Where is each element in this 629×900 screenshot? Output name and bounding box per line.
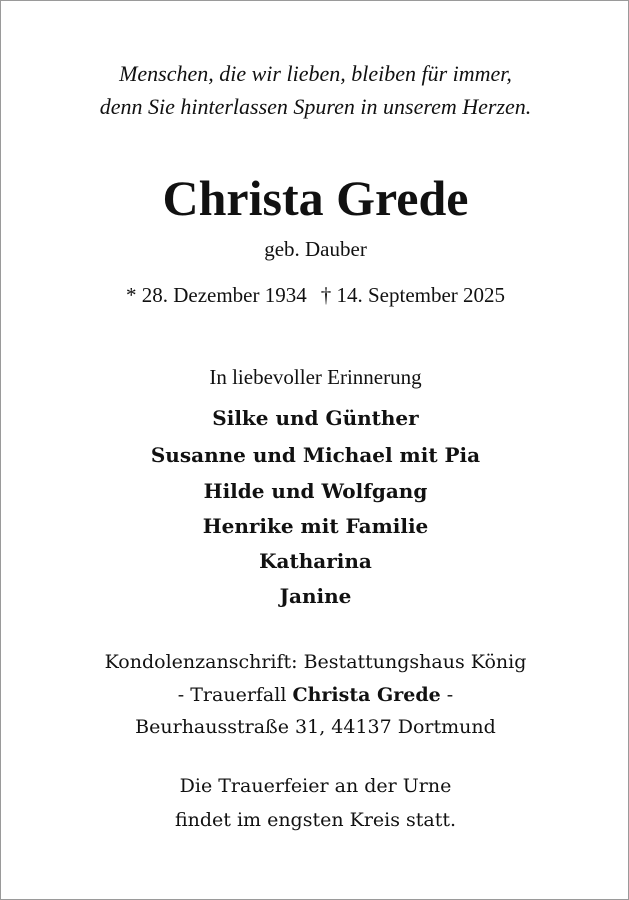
life-dates xyxy=(1,283,629,308)
mourner-name: Katharina xyxy=(259,549,372,573)
mourner-name: Hilde und Wolfgang xyxy=(203,479,428,503)
death-date: † 14. September 2025 xyxy=(320,283,506,307)
mourner-name: Janine xyxy=(279,584,352,608)
deceased-name: Christa Grede xyxy=(162,170,469,226)
motto-line-2: denn Sie hinterlassen Spuren in unserem Herzen. xyxy=(99,94,532,119)
motto-line-1: Menschen, die wir lieben, bleiben für immer, xyxy=(119,61,512,86)
condolence-address-line-1: Kondolenzanschrift: Bestattungshaus König xyxy=(104,651,527,673)
birth-name: geb. Dauber xyxy=(264,237,367,261)
mourner-name: Susanne und Michael mit Pia xyxy=(150,443,481,467)
condolence-prefix: - Trauerfall xyxy=(177,684,293,706)
mourner-name: Henrike mit Familie xyxy=(202,514,429,538)
remembrance-intro: In liebevoller Erinnerung xyxy=(209,365,422,389)
condolence-deceased-name: Christa Grede xyxy=(292,684,441,706)
condolence-address-line-3: Beurhausstraße 31, 44137 Dortmund xyxy=(135,716,496,738)
condolence-suffix: - xyxy=(440,684,454,706)
ceremony-line-1: Die Trauerfeier an der Urne xyxy=(179,775,452,797)
mourner-name: Silke und Günther xyxy=(212,406,419,430)
condolence-address-line-2 xyxy=(1,684,629,706)
birth-date: * 28. Dezember 1934 xyxy=(125,283,307,307)
ceremony-line-2: findet im engsten Kreis statt. xyxy=(174,809,457,831)
